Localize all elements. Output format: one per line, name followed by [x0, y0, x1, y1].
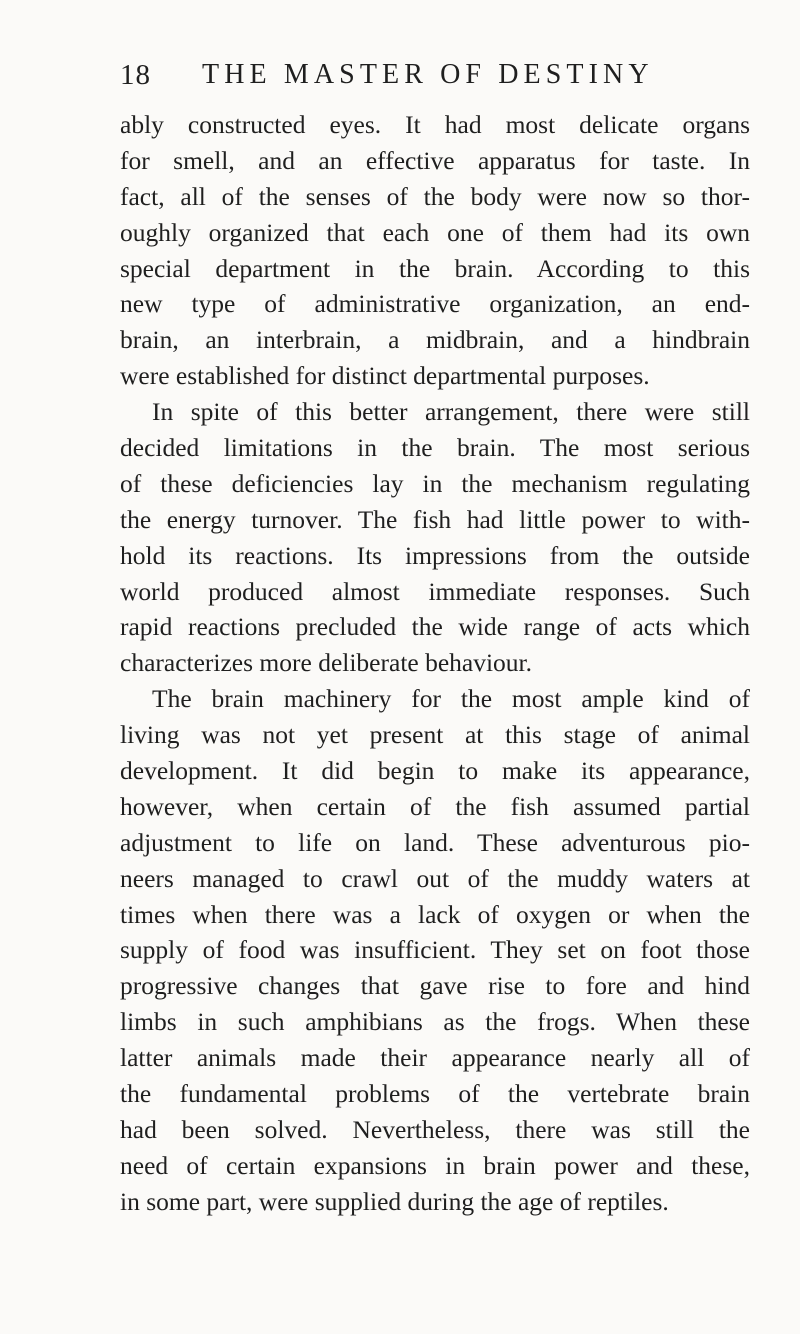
text-line: had been solved. Nevertheless, there was still the	[120, 1114, 750, 1144]
text-line: rapid reactions precluded the wide range of acts which	[120, 612, 750, 642]
text-line: supply of food was insufficient. They set on foot those	[120, 935, 750, 965]
text-line: latter animals made their appearance nearly all of	[120, 1043, 750, 1073]
running-head	[0, 0, 800, 104]
text-line: were established for distinct departmental purposes.	[120, 361, 650, 391]
text-line: ably constructed eyes. It had most delicate organs	[120, 110, 750, 139]
text-line: world produced almost immediate responses. Such	[120, 576, 750, 606]
text-line: hold its reactions. Its impressions from the outside	[120, 540, 750, 570]
text-line: fact, all of the senses of the body were now so thor-	[120, 181, 750, 211]
text-line: however, when certain of the fish assumed partial	[120, 791, 750, 821]
text-line: the energy turnover. The fish had little power to with-	[120, 504, 750, 534]
text-line: new type of administrative organization, an end-	[120, 289, 750, 319]
text-line: development. It did begin to make its appearance,	[120, 756, 750, 786]
text-line: limbs in such amphibians as the frogs. When these	[120, 1007, 750, 1037]
text-line: for smell, and an effective apparatus for taste. In	[120, 145, 750, 175]
text-line: times when there was a lack of oxygen or when the	[120, 899, 750, 929]
text-line: in some part, were supplied during the age of reptiles.	[120, 1186, 669, 1216]
text-line: living was not yet present at this stage of animal	[120, 720, 750, 750]
text-line: of these deficiencies lay in the mechanism regulating	[120, 468, 750, 498]
text-line: neers managed to crawl out of the muddy waters at	[120, 863, 750, 893]
text-line: special department in the brain. According to this	[120, 253, 750, 283]
page-number: 18	[120, 59, 151, 91]
text-line: brain, an interbrain, a midbrain, and a hindbrain	[120, 325, 750, 355]
text-line: characterizes more deliberate behaviour.	[120, 648, 533, 678]
text-line: In spite of this better arrangement, there were still	[152, 397, 750, 427]
text-line: oughly organized that each one of them had its own	[120, 217, 750, 247]
text-line: the fundamental problems of the vertebrate brain	[120, 1079, 750, 1109]
text-line: need of certain expansions in brain power and these,	[120, 1150, 750, 1180]
text-line: progressive changes that gave rise to fore and hind	[120, 971, 750, 1001]
running-title: THE MASTER OF DESTINY	[202, 59, 654, 90]
body-text	[120, 107, 750, 1220]
text-line: adjustment to life on land. These adventurous pio-	[120, 827, 750, 857]
text-line: decided limitations in the brain. The most serious	[120, 433, 750, 463]
text-line: The brain machinery for the most ample kind of	[152, 684, 750, 714]
